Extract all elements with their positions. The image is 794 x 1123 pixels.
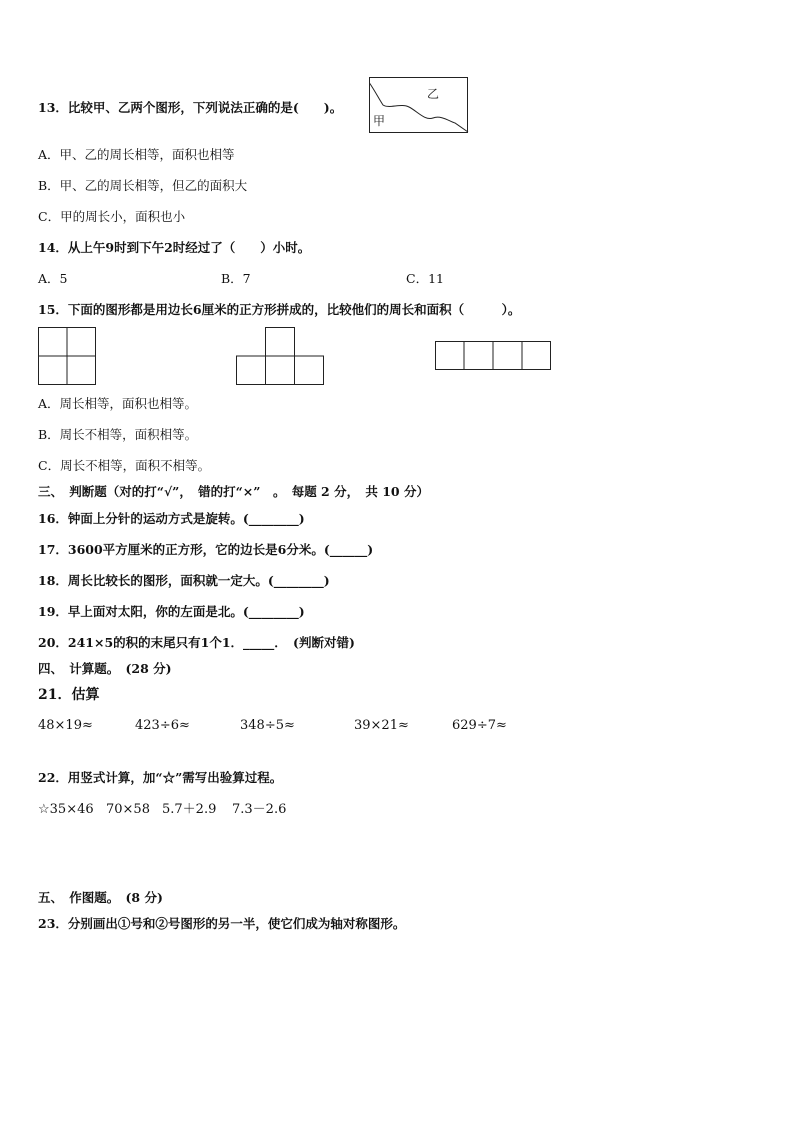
q22-item-4: 7.3－2.6: [232, 802, 287, 817]
q13-label-yi: 乙: [427, 87, 440, 101]
q20-text: 20．241×5的积的末尾只有1个1．_____． (判断对错): [38, 635, 355, 650]
q15-option-a: A．周长相等，面积也相等。: [38, 396, 198, 411]
q13-option-a: A．甲、乙的周长相等，面积也相等: [38, 147, 235, 162]
q14-option-c: C．11: [406, 271, 444, 286]
q15-text: 15．下面的图形都是用边长6厘米的正方形拼成的，比较他们的周长和面积（ ）。: [38, 302, 521, 317]
q15-figure-t-shape: [236, 327, 324, 385]
q21-item-5: 629÷7≈: [452, 718, 507, 733]
q21-title: 21．估算: [38, 687, 100, 703]
q15-figure-row-of-four: [435, 341, 551, 371]
q13-text: 13．比较甲、乙两个图形，下列说法正确的是( )。: [38, 100, 343, 115]
q23-text: 23．分别画出①号和②号图形的另一半，使它们成为轴对称图形。: [38, 916, 406, 931]
q13-option-c: C．甲的周长小，面积也小: [38, 209, 186, 224]
q21-item-3: 348÷5≈: [240, 718, 295, 733]
q14-option-b: B．7: [221, 271, 251, 286]
section3-title: 三、 判断题（对的打“√”， 错的打“×” 。 每题 2 分， 共 10 分）: [38, 484, 429, 499]
q17-text: 17．3600平方厘米的正方形，它的边长是6分米。(______): [38, 542, 374, 557]
q15-option-b: B．周长不相等，面积相等。: [38, 427, 198, 442]
q18-text: 18．周长比较长的图形，面积就一定大。(________): [38, 573, 330, 588]
q13-label-jia: 甲: [373, 114, 386, 128]
q16-text: 16．钟面上分针的运动方式是旋转。(________): [38, 511, 305, 526]
q22-item-2: 70×58: [106, 802, 150, 817]
q13-figure: [369, 77, 469, 134]
q21-item-1: 48×19≈: [38, 718, 93, 733]
q15-figure-square-2x2: [38, 327, 96, 385]
q21-item-2: 423÷6≈: [135, 718, 190, 733]
q15-option-c: C．周长不相等，面积不相等。: [38, 458, 211, 473]
section4-title: 四、 计算题。 (28 分): [38, 661, 172, 676]
q22-item-3: 5.7＋2.9: [162, 802, 217, 817]
q22-item-1: ☆35×46: [38, 802, 94, 817]
q14-text: 14．从上午9时到下午2时经过了（ ）小时。: [38, 240, 311, 255]
q19-text: 19．早上面对太阳，你的左面是北。(________): [38, 604, 305, 619]
q14-option-a: A．5: [38, 271, 68, 286]
q13-option-b: B．甲、乙的周长相等，但乙的面积大: [38, 178, 248, 193]
q21-item-4: 39×21≈: [354, 718, 409, 733]
section5-title: 五、 作图题。 (8 分): [38, 890, 163, 905]
q22-title: 22．用竖式计算，加“☆”需写出验算过程。: [38, 770, 283, 785]
